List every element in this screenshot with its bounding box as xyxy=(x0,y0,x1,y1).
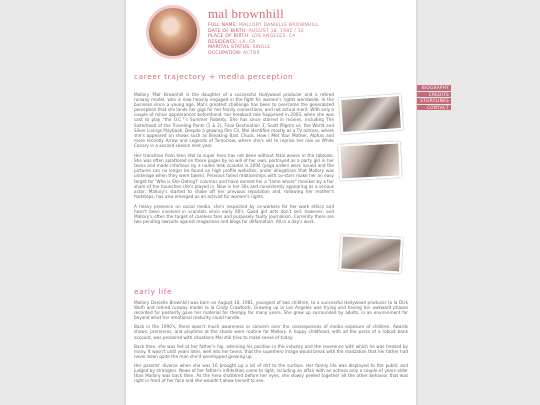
section-early-life-text xyxy=(134,300,408,387)
photo xyxy=(338,141,402,180)
fact-label: DATE OF BIRTH: xyxy=(208,28,248,34)
nav-item-biography[interactable]: BIOGRAPHY xyxy=(417,85,451,91)
paragraph: Her parents' divorce when she was 16 brought up a lot of dirt to the surface. Her family life was displayed to the public and judged by strangers. News of her father's infidelities came to light, including an affair with an actress only a couple of years older than Mallory was back then. As the hero shattered before her eyes, she slowly peeled together all the other behavior that was right in front of her face and she wouldn't allow herself to see. xyxy=(134,362,408,384)
paragraph: Back then, she was fed at her father's hip, admiring his position in the industry and the reverence with which he was treated by many. It wasn't until years later, well into her teens, that the superhero image would break with the realization that her father had never been quite the man she'd worshipped growing up. xyxy=(134,343,408,359)
fact-label: PLACE OF BIRTH: xyxy=(208,34,250,40)
side-nav xyxy=(417,85,451,111)
nav-item-credits[interactable]: CREDITS xyxy=(417,92,451,98)
fact-label: FULL NAME: xyxy=(208,23,238,28)
profile-header xyxy=(126,0,416,66)
paragraph: Mallory Danielle Brownhill was born on August 18, 1981, youngest of two children, to a successful Hollywood producer (a la Dick Wolf) and retired runway model (a la Cindy Crawford). Growing up in Los Angeles was trying and having her awkward phases recorded for posterity gave her material for therapy for many years. She grew up surrounded by adults, in an environment far beyond what her emotional maturity could handle. xyxy=(134,300,408,321)
fact-occupation xyxy=(208,51,319,57)
photo xyxy=(339,94,403,134)
avatar xyxy=(146,5,200,59)
paragraph: Her transition from teen idol to super hero has not been without fatal waves in the tabloids. She was often splattered on those pages by no will of her own, portrayed as a party girl in her teens and made infamous by a nudes leak scandal in 2004 (yoga orders were issued and the pictures can no longer be found on high profile websites, under allegations that Mallory was underage when they were taken). Previous failed relationships with co-stars make her an easy target for 'Who is She Dating?' columns and have earned her a "lame whore" moniker by a fair share of the haunches she's played in. Now in her 30s and consistently appearing as a serious actor, Mallory's started to shake off her previous reputation and, following her mother's footsteps, has also emerged as an activist for women's rights. xyxy=(134,153,334,199)
fact-value: MALLORY DANIELLE BROWNHILL xyxy=(239,23,319,28)
fact-value: AUGUST 18, 1981 / 32 xyxy=(248,28,304,34)
fact-value: LA, CA xyxy=(239,39,256,45)
fact-value: ACTOR xyxy=(243,50,260,56)
fact-label: MARITAL STATUS: xyxy=(208,45,252,51)
nav-item-contact[interactable]: CONTACT xyxy=(417,105,451,111)
fact-value: LOS ANGELES, CA xyxy=(251,34,296,40)
paragraph: A heavy presence on social media, she's respected by co-workers for her work ethics and hasn't been involved in scandals since early 00's. Good girl acts don't sell, however, and Mallory's often the target of careless fans and purposely faulty journalism. Currently there are two pending lawsuits against magazines and blogs for defamation. All in a day's work. xyxy=(134,203,334,225)
profile-facts xyxy=(208,23,319,57)
nav-item-storylines[interactable]: STORYLINES xyxy=(417,98,451,104)
section-career-text xyxy=(134,92,334,229)
fact-label: RESIDENCE: xyxy=(208,39,238,45)
paragraph: Mallory 'Mal' Brownhill is the daughter of a successful Hollywood producer and a retired runway model, who is now heavily engaged in the fight for women's rights worldwide. In the business since a young age, Mal's greatest challenge has been to overcome the generalized perception that she lands her gigs for her family connections, and not actual merit. With only a couple of minor appearances beforehand, her breakout role happened in 2003, when she was cast to play "the O.C."'s Summer Roberts. She has since starred in movies, including The Sisterhood of the Traveling Pants (1 & 2), Final Destination 3, Scott Pilgrim vs. the World and Silver Linings Playbook. Despite a growing film CV, Mal identifies mostly as a TV actress, where she's appeared on shows such as Breaking Bad, Chuck, How I Met Your Mother, Alphas and more recently Arrow and Legends of Tomorrow, where she's set to reprise her role as White Canary in a second season next year. xyxy=(134,92,334,148)
fact-label: OCCUPATION: xyxy=(208,50,242,56)
section-heading-career: career trajectory + media perception xyxy=(134,72,294,81)
fact-value: SINGLE xyxy=(252,45,271,51)
photo xyxy=(339,234,403,273)
paragraph: Back in the 1990's, there wasn't much awareness or concern over the consequences of media exposure of children. Awards shows, premieres, and playtime at the studio were routine for Mallory. A happy childhood, with all the perks of a robust bank account, was peckered with situations Mal still tries to make sense of today. xyxy=(134,324,408,340)
content-page xyxy=(125,0,417,405)
page-title: mal brownhill xyxy=(208,6,284,21)
section-heading-early-life: early life xyxy=(134,287,173,296)
